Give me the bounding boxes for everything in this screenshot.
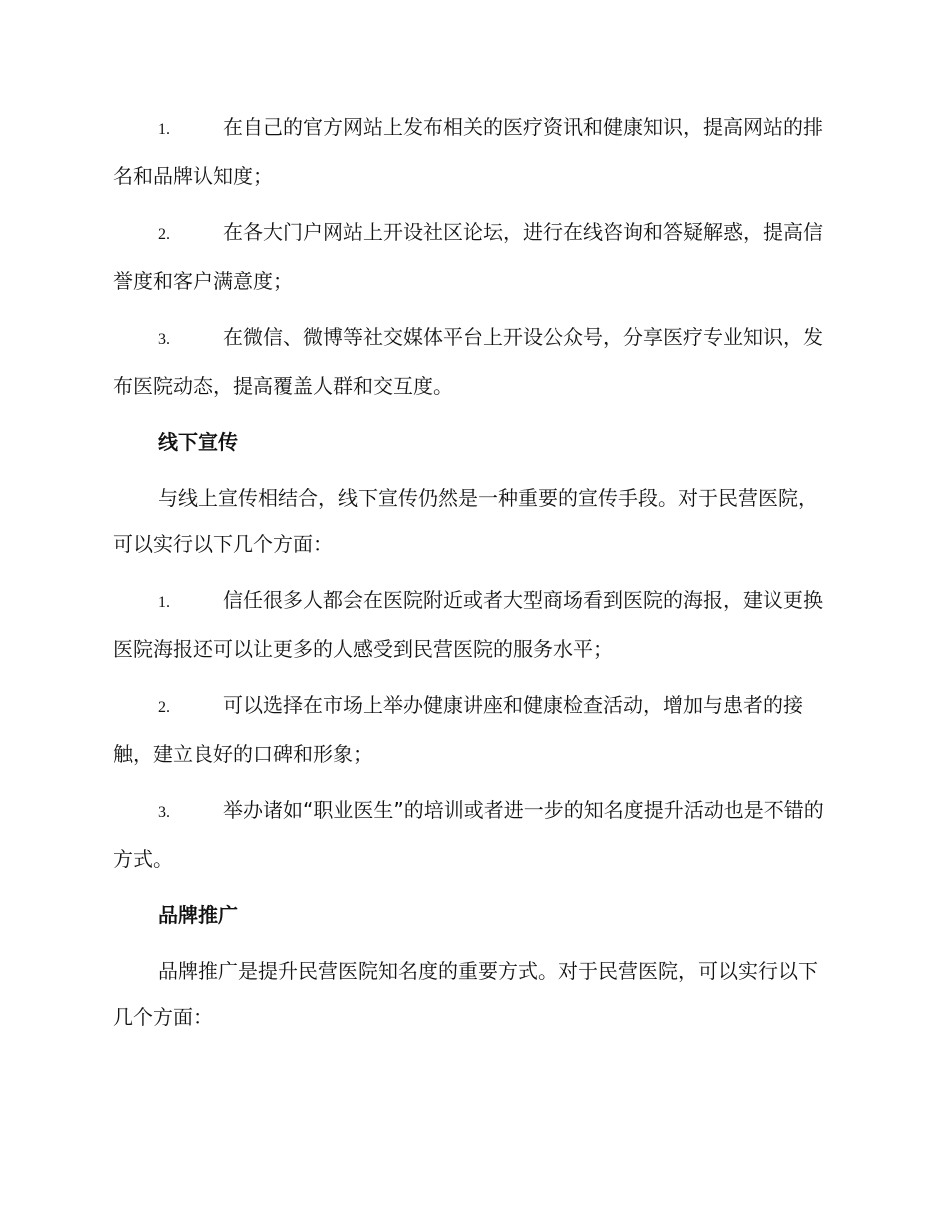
list-number: 2. <box>158 699 170 716</box>
list-text: 信任很多人都会在医院附近或者大型商场看到医院的海报，建议更换医院海报还可以让更多的人感受到民营医院的服务水平； <box>113 588 823 661</box>
list-item <box>113 209 835 304</box>
list-text: 在自己的官方网站上发布相关的医疗资讯和健康知识，提高网站的排名和品牌认知度； <box>113 115 823 188</box>
list-text: 在各大门户网站上开设社区论坛，进行在线咨询和答疑解惑，提高信誉度和客户满意度； <box>113 220 823 293</box>
list-number: 1. <box>158 121 170 138</box>
section-heading-offline: 线下宣传 <box>158 430 238 454</box>
list-item <box>113 787 835 882</box>
paragraph-brand-intro: 品牌推广是提升民营医院知名度的重要方式。对于民营医院，可以实行以下几个方面： <box>113 959 818 1029</box>
section-heading-brand: 品牌推广 <box>158 903 238 927</box>
document-page <box>113 104 835 1050</box>
list-number: 3. <box>158 804 170 821</box>
list-number: 1. <box>158 594 170 611</box>
list-item <box>113 314 835 409</box>
list-text: 可以选择在市场上举办健康讲座和健康检查活动，增加与患者的接触，建立良好的口碑和形象； <box>113 693 803 766</box>
list-number: 2. <box>158 226 170 243</box>
paragraph-offline-intro: 与线上宣传相结合，线下宣传仍然是一种重要的宣传手段。对于民营医院，可以实行以下几个方面： <box>113 486 818 556</box>
list-text: 举办诸如“职业医生”的培训或者进一步的知名度提升活动也是不错的方式。 <box>113 798 824 871</box>
list-item <box>113 682 835 777</box>
list-item <box>113 577 835 672</box>
list-text: 在微信、微博等社交媒体平台上开设公众号，分享医疗专业知识，发布医院动态，提高覆盖人群和交互度。 <box>113 325 823 398</box>
list-number: 3. <box>158 331 170 348</box>
list-item <box>113 104 835 199</box>
